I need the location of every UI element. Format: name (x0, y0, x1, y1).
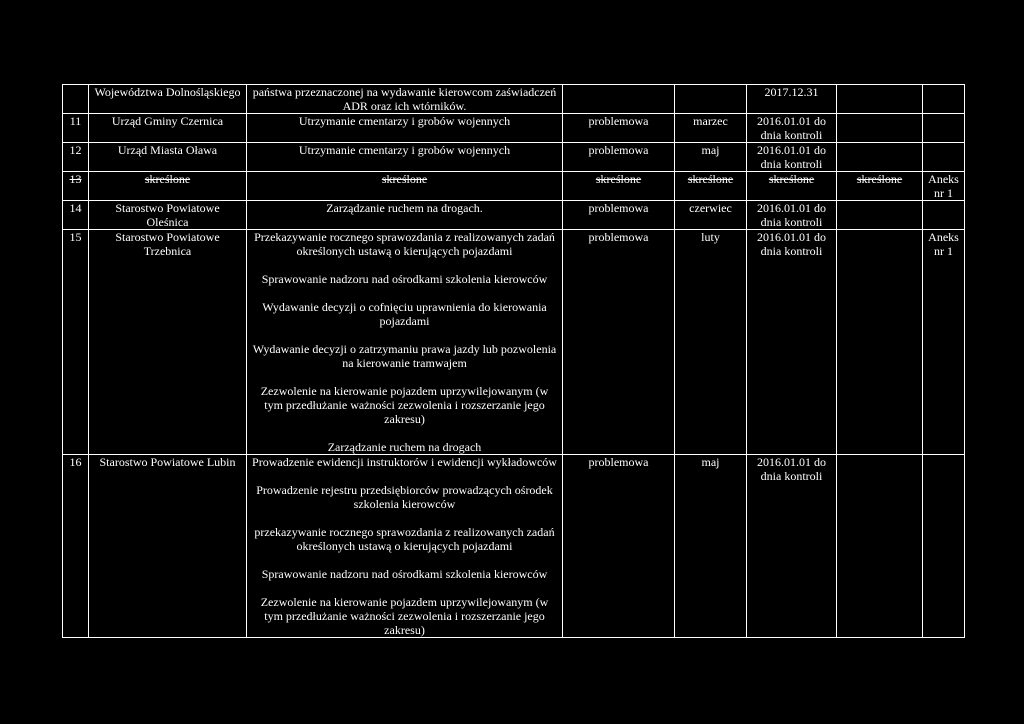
task-cell (247, 172, 563, 201)
controlled-entity: Urząd Gminy Czernica (89, 114, 247, 143)
task-text: Wydawanie decyzji o cofnięciu uprawnienia do kierowania pojazdami (262, 300, 547, 328)
annex-note (923, 85, 965, 114)
inspection-type: problemowa (563, 230, 675, 455)
inspection-month (675, 85, 747, 114)
table-row (63, 230, 965, 455)
task-text: Zarządzanie ruchem na drogach. (326, 201, 483, 215)
extra-column (837, 455, 923, 638)
controlled-entity: Starostwo Powiatowe Lubin (89, 455, 247, 638)
task-cell (247, 143, 563, 172)
task-text: Prowadzenie ewidencji instruktorów i ewidencji wykładowców (252, 455, 557, 469)
row-number: 15 (63, 230, 89, 455)
table-row (63, 201, 965, 230)
inspection-type: problemowa (563, 114, 675, 143)
annex-note: Aneks nr 1 (923, 230, 965, 455)
task-text: państwa przeznaczonej na wydawanie kierowcom zaświadczeń ADR oraz ich wtórników. (252, 85, 557, 113)
inspection-period: skreślone (747, 172, 837, 201)
row-number: 11 (63, 114, 89, 143)
controlled-entity: Urząd Miasta Oława (89, 143, 247, 172)
annex-note (923, 201, 965, 230)
extra-column (837, 201, 923, 230)
task-cell (247, 201, 563, 230)
controlled-entity: Starostwo Powiatowe Oleśnica (89, 201, 247, 230)
inspection-type: skreślone (563, 172, 675, 201)
inspection-period: 2016.01.01 do dnia kontroli (747, 143, 837, 172)
row-number: 12 (63, 143, 89, 172)
annex-note: Aneks nr 1 (923, 172, 965, 201)
table-row (63, 85, 965, 114)
task-text: Zarządzanie ruchem na drogach (327, 440, 482, 454)
inspection-period: 2017.12.31 (747, 85, 837, 114)
inspection-plan-sheet (62, 84, 965, 638)
task-text: skreślone (381, 172, 428, 186)
table-row-struck (63, 172, 965, 201)
inspection-period: 2016.01.01 do dnia kontroli (747, 230, 837, 455)
row-number: 16 (63, 455, 89, 638)
inspection-month: luty (675, 230, 747, 455)
task-text: Prowadzenie rejestru przedsiębiorców prowadzących ośrodek szkolenia kierowców (256, 483, 553, 511)
row-number (63, 85, 89, 114)
annex-note (923, 143, 965, 172)
inspection-type: problemowa (563, 201, 675, 230)
controlled-entity: skreślone (89, 172, 247, 201)
task-cell (247, 230, 563, 455)
task-cell (247, 455, 563, 638)
task-cell (247, 85, 563, 114)
extra-column: skreślone (837, 172, 923, 201)
controlled-entity: Starostwo Powiatowe Trzebnica (89, 230, 247, 455)
table-row (63, 114, 965, 143)
inspection-month: skreślone (675, 172, 747, 201)
inspection-type: problemowa (563, 143, 675, 172)
annex-note (923, 114, 965, 143)
annex-note (923, 455, 965, 638)
inspection-month: czerwiec (675, 201, 747, 230)
inspection-month: maj (675, 455, 747, 638)
row-number: 13 (63, 172, 89, 201)
inspection-type: problemowa (563, 455, 675, 638)
extra-column (837, 230, 923, 455)
table-row (63, 143, 965, 172)
task-text: Zezwolenie na kierowanie pojazdem uprzywilejowanym (w tym przedłużanie ważności zezwolenia i rozszerzanie jego zakresu) (260, 384, 549, 426)
extra-column (837, 114, 923, 143)
controlled-entity: Województwa Dolnośląskiego (89, 85, 247, 114)
task-text: Utrzymanie cmentarzy i grobów wojennych (298, 143, 511, 157)
task-text: Przekazywanie rocznego sprawozdania z realizowanych zadań określonych ustawą o kierujących pojazdami (254, 230, 555, 258)
inspection-period: 2016.01.01 do dnia kontroli (747, 201, 837, 230)
extra-column (837, 143, 923, 172)
task-text: przekazywanie rocznego sprawozdania z realizowanych zadań określonych ustawą o kierujących pojazdami (254, 525, 555, 553)
task-text: Wydawanie decyzji o zatrzymaniu prawa jazdy lub pozwolenia na kierowanie tramwajem (252, 342, 557, 370)
task-text: Sprawowanie nadzoru nad ośrodkami szkolenia kierowców (261, 272, 548, 286)
table-row (63, 455, 965, 638)
inspection-month: marzec (675, 114, 747, 143)
inspection-plan-table (62, 84, 965, 638)
task-text: Utrzymanie cmentarzy i grobów wojennych (298, 114, 511, 128)
inspection-period: 2016.01.01 do dnia kontroli (747, 455, 837, 638)
extra-column (837, 85, 923, 114)
task-cell (247, 114, 563, 143)
inspection-month: maj (675, 143, 747, 172)
row-number: 14 (63, 201, 89, 230)
table-body (63, 85, 965, 638)
inspection-type (563, 85, 675, 114)
inspection-period: 2016.01.01 do dnia kontroli (747, 114, 837, 143)
task-text: Zezwolenie na kierowanie pojazdem uprzywilejowanym (w tym przedłużanie ważności zezwolenia i rozszerzanie jego zakresu) (260, 595, 549, 637)
task-text: Sprawowanie nadzoru nad ośrodkami szkolenia kierowców (261, 567, 548, 581)
